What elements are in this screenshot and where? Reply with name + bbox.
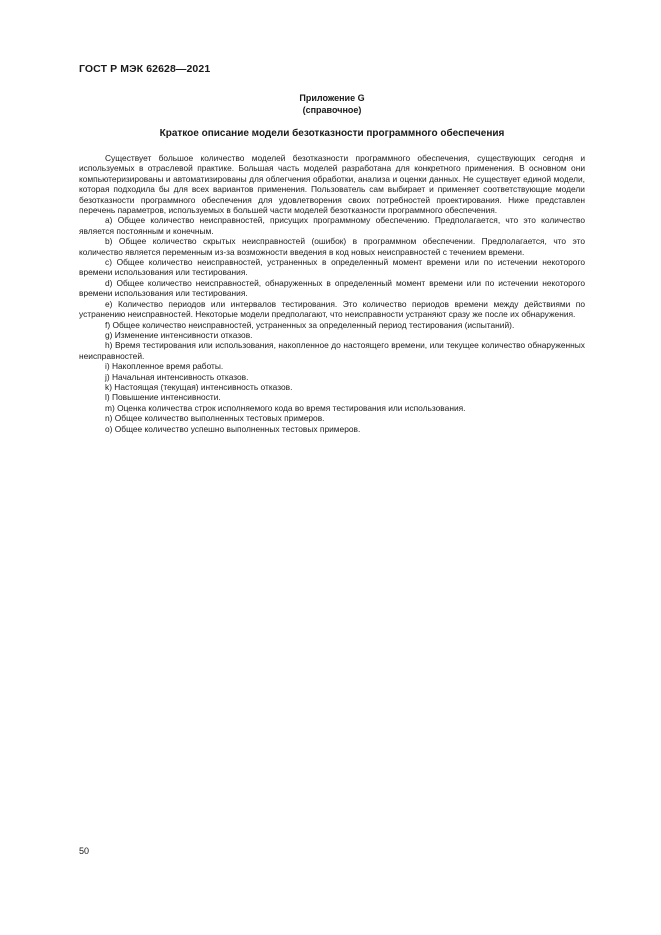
list-item: j) Начальная интенсивность отказов. [105, 371, 249, 382]
intro-paragraph: Существует большое количество моделей безотказности программного обеспечения, существующих сегодня и используемых в отраслевой практике. Большая часть моделей разработана для конкретного применения. В основном они компьютеризированы и автоматизированы для облегчения обработки, анализа и оценки данных. Не существует единой модели, которая подходила бы для всех вариантов применения. Пользователь сам выбирает и применяет соответствующие модели безотказности программного обеспечения для удовлетворения своих потребностей проектирования. Ниже представлен перечень параметров, используемых в большей части моделей безотказности программного обеспечения. [79, 153, 585, 216]
list-item: c) Общее количество неисправностей, устраненных в определенный момент времени или по истечении некоторого времени использования или тестирования. [79, 257, 585, 278]
annex-title: Краткое описание модели безотказности программного обеспечения [159, 128, 505, 139]
body-text [79, 153, 585, 434]
list-item: a) Общее количество неисправностей, присущих программному обеспечению. Предполагается, что это количество является постоянным и конечным. [79, 215, 585, 236]
list-item: l) Повышение интенсивности. [105, 392, 221, 403]
list-item: d) Общее количество неисправностей, обнаруженных в определенный момент времени или по истечении некоторого времени использования или тестирования. [79, 277, 585, 299]
document-header: ГОСТ Р МЭК 62628—2021 [79, 63, 211, 75]
list-item: e) Количество периодов или интервалов тестирования. Это количество периодов времени между действиями по устранению неисправностей. Некоторые модели предполагают, что неисправности устраняют сразу же после их обнаружения. [79, 298, 585, 320]
list-item: k) Настоящая (текущая) интенсивность отказов. [105, 381, 293, 392]
page-number: 50 [79, 846, 90, 856]
list-item: g) Изменение интенсивности отказов. [105, 329, 253, 340]
annex-heading [79, 92, 585, 116]
list-item: h) Время тестирования или использования, накопленное до настоящего времени, или текущее количество обнаруженных неисправностей. [79, 340, 585, 361]
list-item: o) Общее количество успешно выполненных тестовых примеров. [105, 423, 361, 434]
annex-status: (справочное) [302, 105, 362, 115]
list-item: b) Общее количество скрытых неисправностей (ошибок) в программном обеспечении. Предполагается, что это количество является переменным из-за возможности введения в код новых неисправностей с течением времени. [79, 236, 585, 257]
list-item: m) Оценка количества строк исполняемого кода во время тестирования или использования. [105, 402, 466, 413]
list-item: f) Общее количество неисправностей, устраненных за определенный период тестирования (испытаний). [105, 319, 515, 330]
annex-label: Приложение G [299, 93, 365, 103]
list-item: i) Накопленное время работы. [105, 361, 224, 372]
list-item: n) Общее количество выполненных тестовых примеров. [105, 413, 325, 424]
